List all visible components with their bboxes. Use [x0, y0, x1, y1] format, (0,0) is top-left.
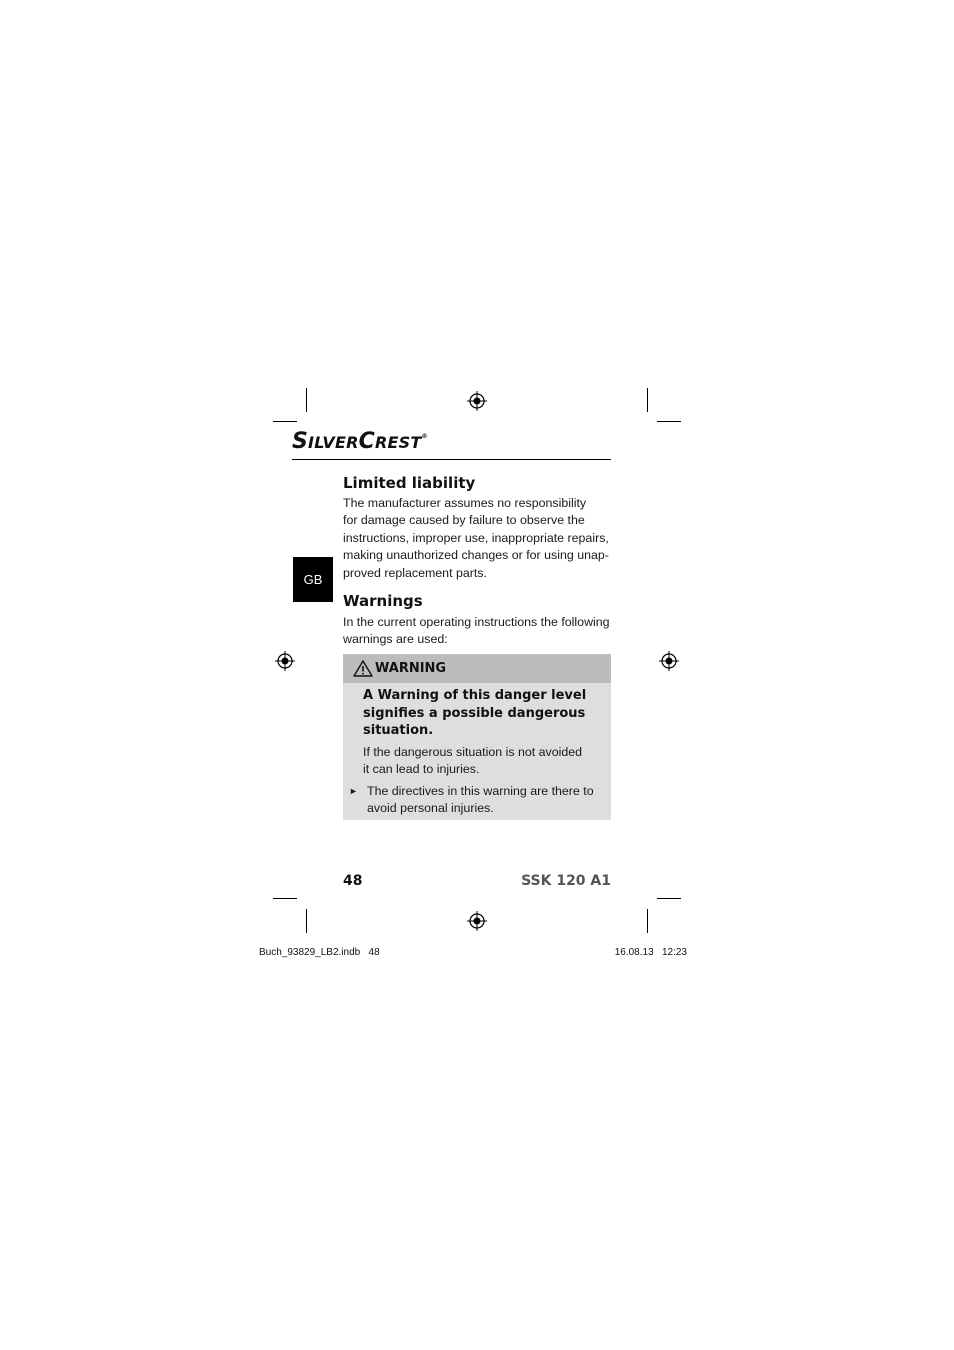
- warnings-section: [343, 592, 613, 649]
- lead-line: situation.: [363, 723, 434, 738]
- registration-mark-icon: [467, 391, 487, 411]
- warning-box: [343, 654, 611, 820]
- body-line: instructions, improper use, inappropriate repairs,: [343, 530, 609, 545]
- lead-line: A Warning of this danger level: [363, 688, 587, 703]
- desc-line: If the dangerous situation is not avoided: [363, 745, 583, 759]
- body-line: making unauthorized changes or for using unap-: [343, 548, 609, 563]
- warning-directive: [349, 783, 605, 818]
- crop-mark: [273, 898, 297, 899]
- warning-description: [363, 744, 603, 779]
- section-heading: Warnings: [343, 592, 423, 610]
- page-number: 48: [343, 873, 363, 889]
- crop-mark: [306, 909, 307, 933]
- header-rule: [292, 459, 611, 460]
- crop-mark: [657, 898, 681, 899]
- registration-mark-icon: [659, 651, 679, 671]
- body-line: The manufacturer assumes no responsibility: [343, 496, 587, 510]
- section-body: [343, 614, 613, 649]
- desc-line: it can lead to injuries.: [363, 762, 480, 777]
- model-number: SSK 120 A1: [521, 873, 611, 889]
- crop-mark: [273, 421, 297, 422]
- crop-mark: [647, 909, 648, 933]
- body-line: In the current operating instructions the following: [343, 615, 610, 629]
- body-line: for damage caused by failure to observe the: [343, 513, 585, 528]
- crop-mark: [647, 388, 648, 412]
- warning-header: [343, 654, 611, 683]
- slug-datetime: 16.08.13 12:23: [614, 947, 687, 958]
- body-line: warnings are used:: [343, 632, 448, 647]
- directive-text: [367, 783, 594, 818]
- crop-mark: [306, 388, 307, 412]
- section-body: [343, 495, 613, 582]
- section-heading: Limited liability: [343, 474, 476, 492]
- brand-logo: SILVERCREST®: [292, 429, 428, 454]
- directive-line: avoid personal injuries.: [367, 801, 494, 816]
- warning-label: WARNING: [375, 661, 447, 676]
- slug-file: Buch_93829_LB2.indb 48: [259, 947, 380, 958]
- lead-line: signifies a possible dangerous: [363, 705, 586, 721]
- language-tab: GB: [293, 557, 333, 602]
- bullet-arrow-icon: ►: [349, 786, 358, 796]
- body-line: proved replacement parts.: [343, 565, 487, 580]
- crop-mark: [657, 421, 681, 422]
- warning-triangle-icon: [353, 660, 373, 677]
- limited-liability-section: [343, 474, 613, 582]
- registration-mark-icon: [275, 651, 295, 671]
- registration-mark-icon: [467, 911, 487, 931]
- warning-lead: [363, 687, 603, 740]
- directive-line: The directives in this warning are there to: [367, 784, 594, 798]
